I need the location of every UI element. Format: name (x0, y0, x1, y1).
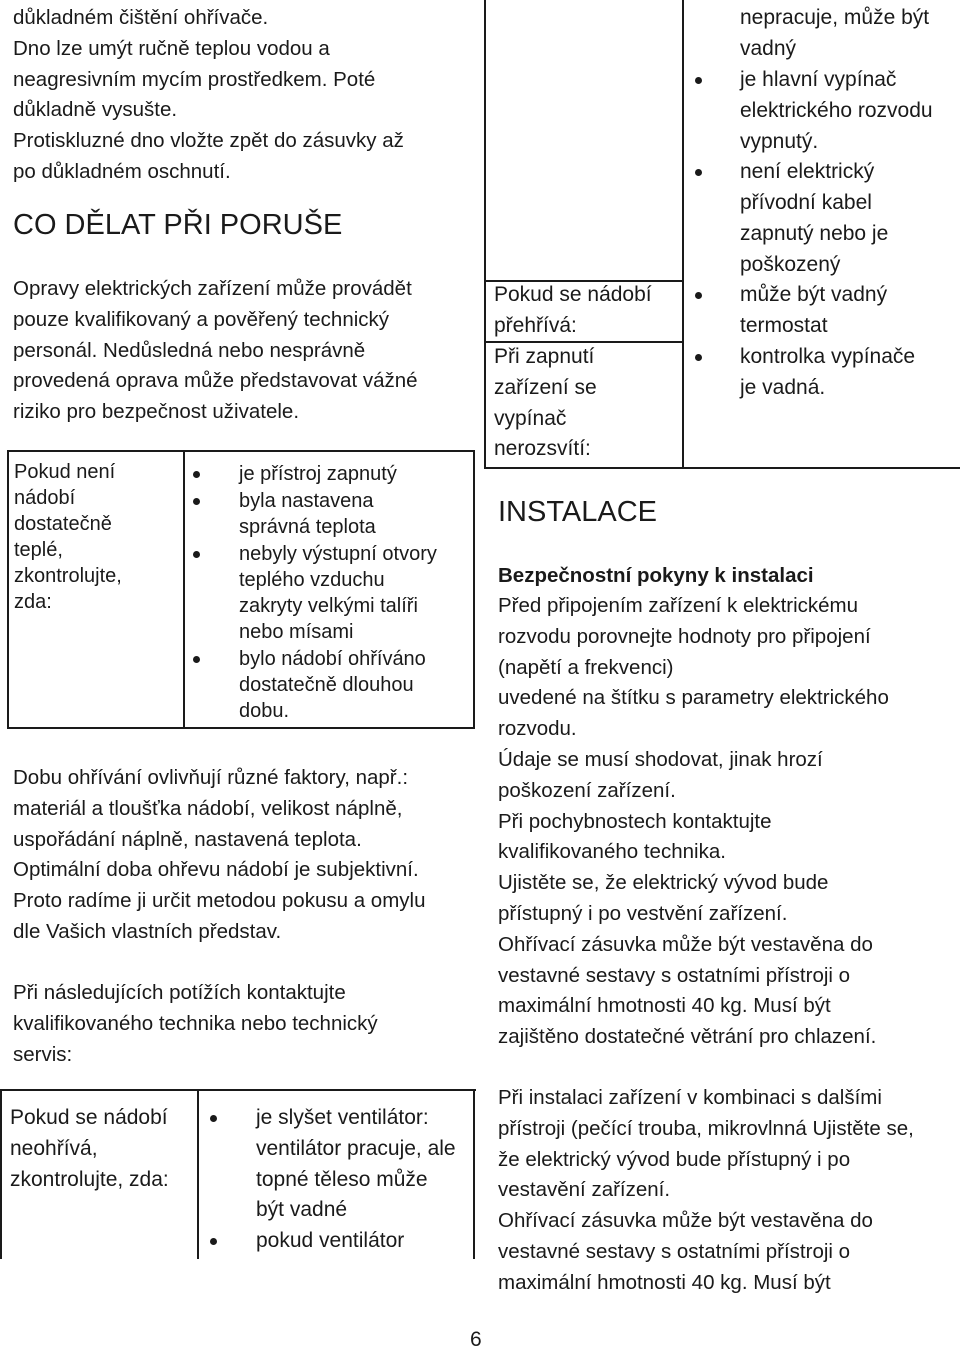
list-item: kontrolka vypínače je vadná. (683, 342, 960, 404)
list-item: nebyly výstupní otvory teplého vzduchu zakryty velkými talíři nebo mísami (185, 541, 473, 645)
switch-unlit-checklist (683, 342, 960, 404)
list-item: pokud ventilátor (198, 1226, 474, 1257)
safety-subheading: Bezpečnostní pokyny k instalaci (498, 564, 814, 587)
list-item: je přístroj zapnutý (185, 461, 473, 487)
fault-heading: CO DĚLAT PŘI PORUŠE (13, 209, 343, 241)
not-warm-checklist (185, 461, 473, 724)
not-warm-condition: Pokud není nádobí dostatečně teplé, zkontrolujte, zda: (14, 461, 122, 613)
list-item: byla nastavena správná teplota (185, 488, 473, 540)
not-heating-checklist (198, 1103, 474, 1257)
power-checklist (683, 65, 960, 281)
fault-continuation-table (484, 0, 960, 470)
installation-combination-paragraph: Při instalaci zařízení v kombinaci s dalšími přístroji (pečící trouba, mikrovlnná Ujistěte se, že elektrický vývod bude přístupný i po vestavění zařízení. Ohřívací zásuvka může být vestavěna do vestavné sestavy s ostatními přístroji o maximální hmotnosti 40 kg. Musí být (498, 1086, 914, 1294)
overheating-condition: Pokud se nádobí přehřívá: (494, 283, 652, 337)
list-item: může být vadný termostat (683, 280, 960, 342)
list-item: je hlavní vypínač elektrického rozvodu vypnutý. (683, 65, 960, 157)
switch-unlit-condition: Při zapnutí zařízení se vypínač nerozsvítí: (494, 345, 597, 461)
contact-paragraph: Při následujících potížích kontaktujte kvalifikovaného technika nebo technický servis: (13, 981, 378, 1066)
cleaning-paragraph: důkladném čištění ohřívače. Dno lze umýt ručně teplou vodou a neagresivním mycím prostředkem. Poté důkladně vysušte. Protiskluzné dno vložte zpět do zásuvky až po důkladném oschnutí. (13, 6, 404, 183)
not-heating-condition: Pokud se nádobí neohřívá, zkontrolujte, zda: (10, 1106, 169, 1191)
fan-fault-continuation: nepracuje, může být vadný (740, 6, 930, 60)
heating-factors-paragraph: Dobu ohřívání ovlivňují různé faktory, např.: materiál a tloušťka nádobí, velikost náplně, uspořádání náplně, nastavená teplota. Optimální doba ohřevu nádobí je subjektivní. Proto radíme ji určit metodou pokusu a omylu dle Vašich vlastních představ. (13, 766, 426, 943)
installation-heading: INSTALACE (498, 496, 658, 528)
overheating-checklist (683, 280, 960, 342)
list-item: bylo nádobí ohříváno dostatečně dlouhou dobu. (185, 646, 473, 724)
list-item: není elektrický přívodní kabel zapnutý nebo je poškozený (683, 157, 960, 280)
list-item: je slyšet ventilátor: ventilátor pracuje, ale topné těleso může být vadné (198, 1103, 474, 1226)
not-heating-table (0, 1089, 476, 1259)
installation-paragraph: Před připojením zařízení k elektrickému rozvodu porovnejte hodnoty pro připojení (napětí a frekvenci) uvedené na štítku s parametry elektrického rozvodu. Údaje se musí shodovat, jinak hrozí poškození zařízení. Při pochybnostech kontaktujte kvalifikovaného technika. Ujistěte se, že elektrický vývod bude přístupný i po vestvění zařízení. Ohřívací zásuvka může být vestavěna do vestavné sestavy s ostatními přístroji o maximální hmotnosti 40 kg. Musí být zajištěno dostatečné větrání pro chlazení. (498, 594, 889, 1049)
not-warm-table (7, 450, 475, 729)
page-number: 6 (470, 1328, 482, 1351)
repair-paragraph: Opravy elektrických zařízení může provádět pouze kvalifikovaný a pověřený technický personál. Nedůsledná nebo nesprávně provedená oprava může představovat vážné riziko pro bezpečnost uživatele. (13, 277, 418, 424)
